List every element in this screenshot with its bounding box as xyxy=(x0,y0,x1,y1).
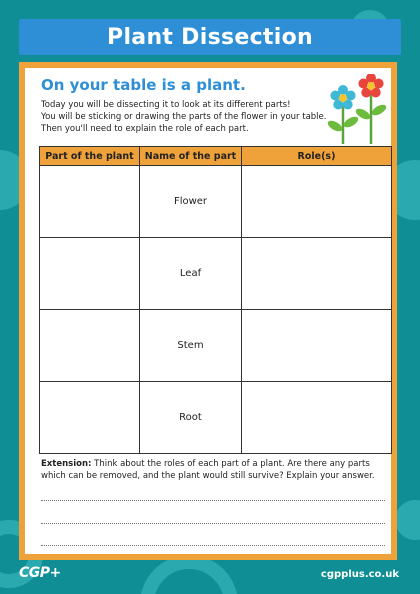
table-row xyxy=(40,166,392,238)
decor-ring xyxy=(140,555,238,594)
answer-line[interactable] xyxy=(41,523,385,524)
table-row xyxy=(40,382,392,454)
title-bar xyxy=(19,19,401,55)
part-name-cell: Root xyxy=(140,382,242,454)
intro-line: Today you will be dissecting it to look at its different parts! xyxy=(41,100,291,110)
decor-circle xyxy=(395,500,420,540)
intro-line: You will be sticking or drawing the parts of the flower in your table. xyxy=(41,112,327,122)
table-row xyxy=(40,238,392,310)
part-name-cell: Flower xyxy=(140,166,242,238)
column-header: Part of the plant xyxy=(40,147,140,166)
part-cell[interactable] xyxy=(40,310,140,382)
extension-text xyxy=(41,458,381,482)
part-cell[interactable] xyxy=(40,238,140,310)
table-header-row xyxy=(40,147,392,166)
section-heading: On your table is a plant. xyxy=(41,76,246,94)
role-cell[interactable] xyxy=(242,310,392,382)
extension-question: Think about the roles of each part of a plant. Are there any parts which can be removed, and the plant would still survive? Explain your answer. xyxy=(41,459,375,481)
table-row xyxy=(40,310,392,382)
role-cell[interactable] xyxy=(242,238,392,310)
plant-parts-table xyxy=(39,146,392,454)
site-url[interactable]: cgpplus.co.uk xyxy=(320,569,399,580)
extension-label: Extension: xyxy=(41,459,92,469)
part-cell[interactable] xyxy=(40,166,140,238)
role-cell[interactable] xyxy=(242,382,392,454)
answer-line[interactable] xyxy=(41,500,385,501)
column-header: Role(s) xyxy=(242,147,392,166)
part-cell[interactable] xyxy=(40,382,140,454)
content-card xyxy=(19,62,397,560)
column-header: Name of the part xyxy=(140,147,242,166)
cgp-logo: CGP+ xyxy=(19,565,61,581)
role-cell[interactable] xyxy=(242,166,392,238)
intro-line: Then you'll need to explain the role of each part. xyxy=(41,124,249,134)
page-title: Plant Dissection xyxy=(107,24,313,50)
flowers-illustration xyxy=(317,74,389,144)
answer-line[interactable] xyxy=(41,545,385,546)
intro-text xyxy=(41,99,331,135)
part-name-cell: Stem xyxy=(140,310,242,382)
part-name-cell: Leaf xyxy=(140,238,242,310)
